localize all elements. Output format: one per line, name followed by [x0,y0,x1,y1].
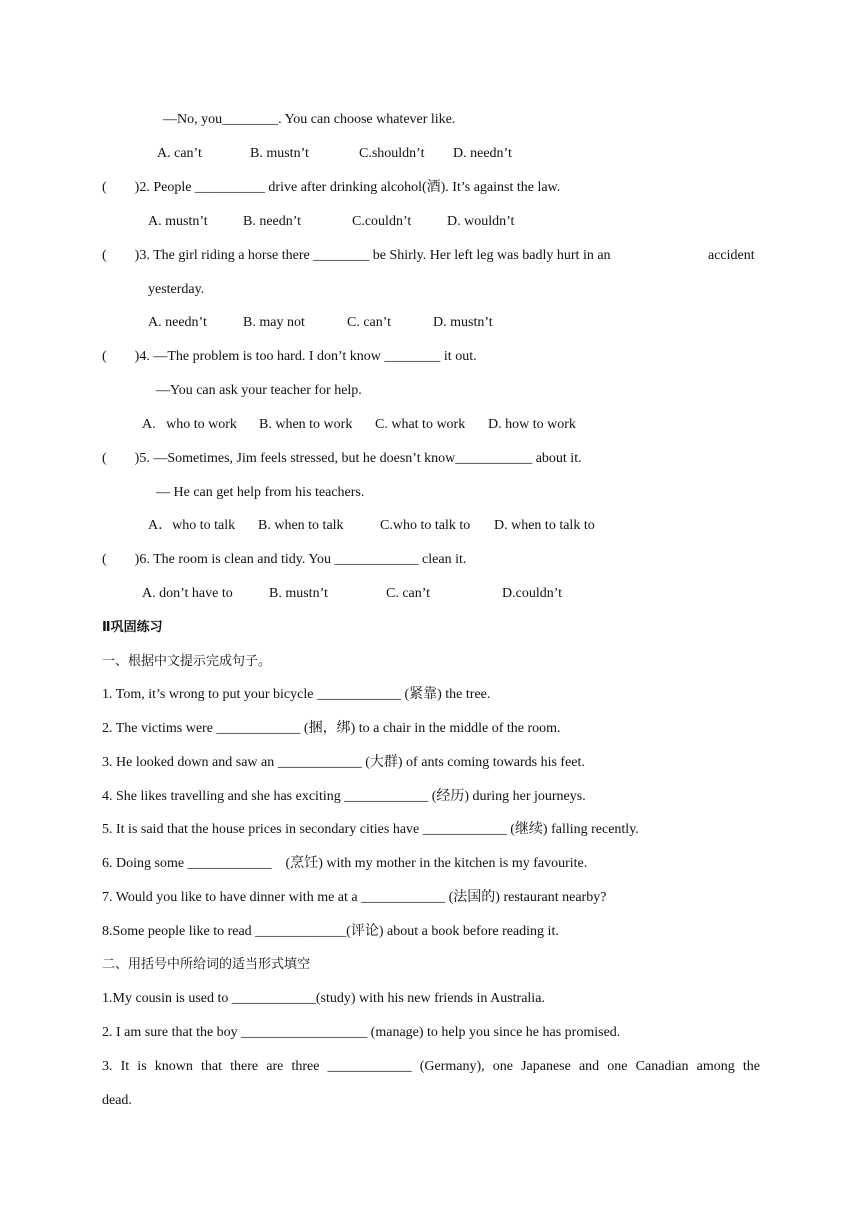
option-d: D. mustn’t [433,315,493,330]
option-d: D.couldn’t [502,586,563,601]
question-6: ( )6. The room is clean and tidy. You ____________ clean it. [102,552,467,567]
option-b: B. mustn’t [250,146,309,161]
option-c: C.who to talk to [380,518,471,533]
option-a: A. needn’t [148,315,207,330]
exercise-2-item: 1.My cousin is used to ____________(study) with his new friends in Australia. [102,991,545,1006]
question-3-continued: yesterday. [148,282,205,297]
exercise-1-item: 1. Tom, it’s wrong to put your bicycle ____________ (紧靠) the tree. [102,687,491,702]
option-c: C. what to work [375,417,466,432]
option-b: B. when to talk [258,518,344,533]
question-2: ( )2. People __________ drive after drinking alcohol(酒). It’s against the law. [102,180,561,195]
exercise-1-item: 3. He looked down and saw an ____________ (大群) of ants coming towards his feet. [102,755,585,770]
exercise-2-item-continued: dead. [102,1093,132,1108]
option-b: B. needn’t [243,214,302,229]
question-3: ( )3. The girl riding a horse there ________ be Shirly. Her left leg was badly hurt in an [102,248,611,263]
exercise-1-item: 6. Doing some ____________ (烹饪) with my mother in the kitchen is my favourite. [102,856,588,871]
exercise-1-item: 5. It is said that the house prices in secondary cities have ____________ (继续) falling recently. [102,822,639,837]
option-d: D. needn’t [453,146,512,161]
option-a: A. who to work [142,417,237,432]
option-b: B. when to work [259,417,353,432]
section-1-title: 一、根据中文提示完成句子。 [102,654,272,669]
option-a: A. can’t [157,146,202,161]
exercise-1-item: 2. The victims were ____________ (捆，绑) to a chair in the middle of the room. [102,721,561,736]
option-b: B. mustn’t [269,586,328,601]
exercise-1-item: 8.Some people like to read _____________(评论) about a book before reading it. [102,924,559,939]
question-5-reply: — He can get help from his teachers. [156,485,365,500]
q1-reply: —No, you________. You can choose whatever like. [163,112,456,127]
option-c: C.couldn’t [352,214,412,229]
question-5: ( )5. —Sometimes, Jim feels stressed, but he doesn’t know___________ about it. [102,451,582,466]
option-c: C. can’t [386,586,431,601]
option-d: D. how to work [488,417,576,432]
question-4-reply: —You can ask your teacher for help. [156,383,362,398]
option-c: C.shouldn’t [359,146,425,161]
question-3-word: accident [708,248,755,263]
exercise-1-item: 7. Would you like to have dinner with me at a ____________ (法国的) restaurant nearby? [102,890,607,905]
option-a: A．who to talk [148,518,236,533]
question-4: ( )4. —The problem is too hard. I don’t know ________ it out. [102,349,477,364]
exercise-2-item: 3. It is known that there are three ____________ (Germany), one Japanese and one Canadian among the [102,1059,760,1074]
option-a: A. mustn’t [148,214,208,229]
option-c: C. can’t [347,315,392,330]
option-b: B. may not [243,315,305,330]
option-d: D. wouldn’t [447,214,515,229]
section-2-title: 二、用括号中所给词的适当形式填空 [102,957,311,972]
exercise-2-item: 2. I am sure that the boy __________________ (manage) to help you since he has promised. [102,1025,621,1040]
section-heading: Ⅱ巩固练习 [102,620,163,635]
option-a: A. don’t have to [142,586,233,601]
option-d: D. when to talk to [494,518,595,533]
exercise-1-item: 4. She likes travelling and she has exciting ____________ (经历) during her journeys. [102,789,586,804]
